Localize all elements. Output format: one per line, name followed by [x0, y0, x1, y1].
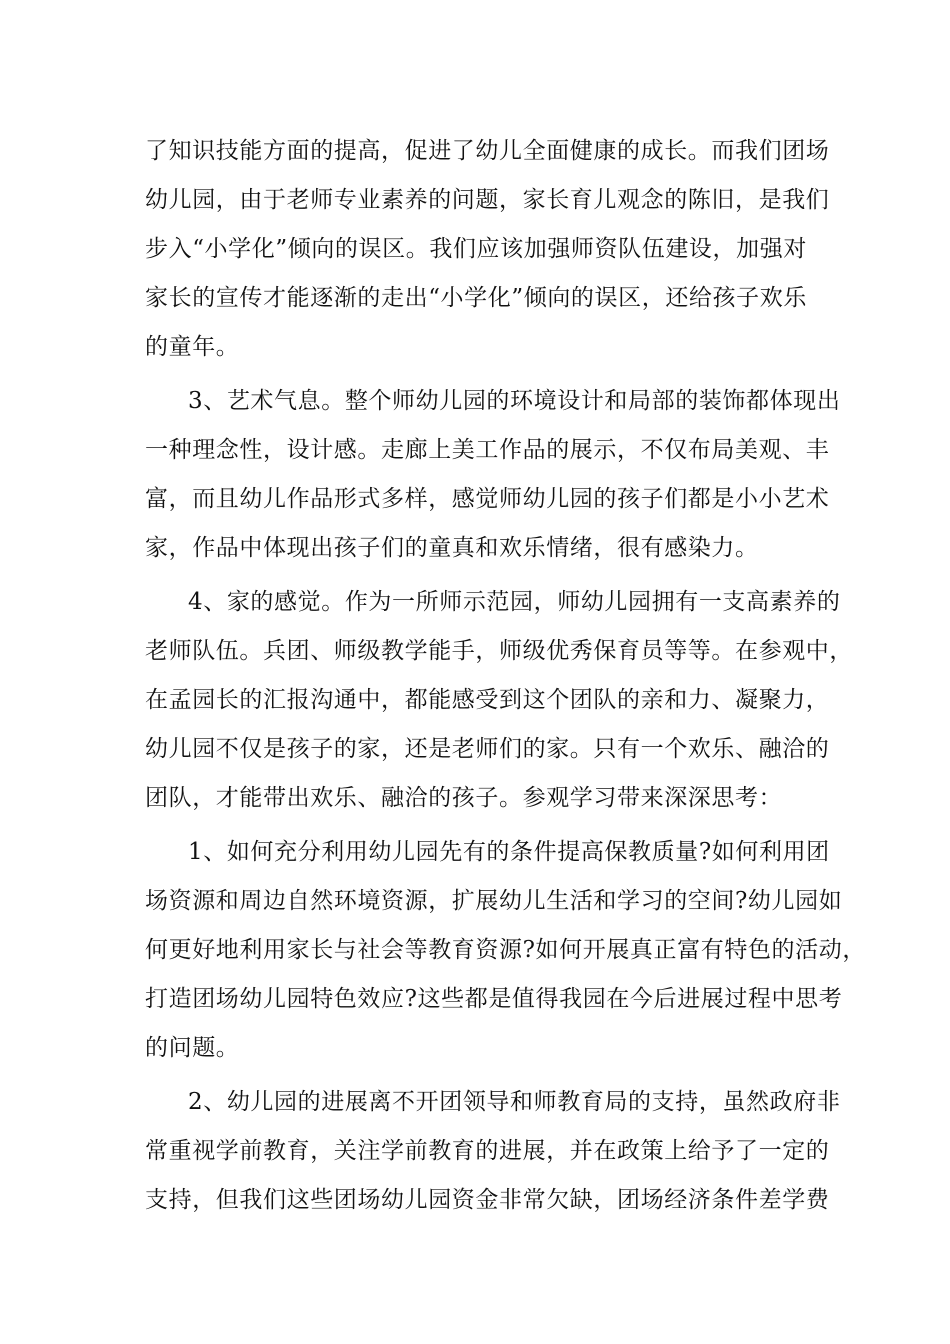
- paragraph-start-line: 1、如何充分利用幼儿园先有的条件提高保教质量?如何利用团: [188, 839, 830, 865]
- text-line: 家长的宣传才能逐渐的走出“小学化”倾向的误区，还给孩子欢乐: [145, 285, 807, 311]
- text-line: 步入“小学化”倾向的误区。我们应该加强师资队伍建设，加强对: [145, 236, 807, 262]
- text-line: 家，作品中体现出孩子们的童真和欢乐情绪，很有感染力。: [145, 535, 759, 561]
- text-line: 支持，但我们这些团场幼儿园资金非常欠缺，团场经济条件差学费: [145, 1187, 830, 1213]
- text-line: 老师队伍。兵团、师级教学能手，师级优秀保育员等等。在参观中，: [145, 638, 853, 664]
- text-line: 了知识技能方面的提高，促进了幼儿全面健康的成长。而我们团场: [145, 138, 830, 164]
- text-line: 的问题。: [145, 1035, 240, 1061]
- text-line: 打造团场幼儿园特色效应?这些都是值得我园在今后进展过程中思考: [145, 986, 843, 1012]
- text-line: 团队，才能带出欢乐、融洽的孩子。参观学习带来深深思考：: [145, 785, 783, 811]
- text-line: 一种理念性，设计感。走廊上美工作品的展示，不仅布局美观、丰: [145, 437, 830, 463]
- text-line: 的童年。: [145, 334, 240, 360]
- text-line: 幼儿园，由于老师专业素养的问题，家长育儿观念的陈旧，是我们: [145, 187, 830, 213]
- text-line: 富，而且幼儿作品形式多样，感觉师幼儿园的孩子们都是小小艺术: [145, 486, 830, 512]
- paragraph-start-line: 4、家的感觉。作为一所师示范园，师幼儿园拥有一支高素养的: [188, 589, 841, 615]
- paragraph-start-line: 2、幼儿园的进展离不开团领导和师教育局的支持，虽然政府非: [188, 1089, 841, 1115]
- paragraph-start-line: 3、艺术气息。整个师幼儿园的环境设计和局部的装饰都体现出: [188, 388, 841, 414]
- text-line: 场资源和周边自然环境资源，扩展幼儿生活和学习的空间?幼儿园如: [145, 888, 843, 914]
- text-line: 幼儿园不仅是孩子的家，还是老师们的家。只有一个欢乐、融洽的: [145, 736, 830, 762]
- text-line: 常重视学前教育，关注学前教育的进展，并在政策上给予了一定的: [145, 1138, 830, 1164]
- text-line: 在孟园长的汇报沟通中，都能感受到这个团队的亲和力、凝聚力，: [145, 687, 830, 713]
- text-line: 何更好地利用家长与社会等教育资源?如何开展真正富有特色的活动，: [145, 937, 866, 963]
